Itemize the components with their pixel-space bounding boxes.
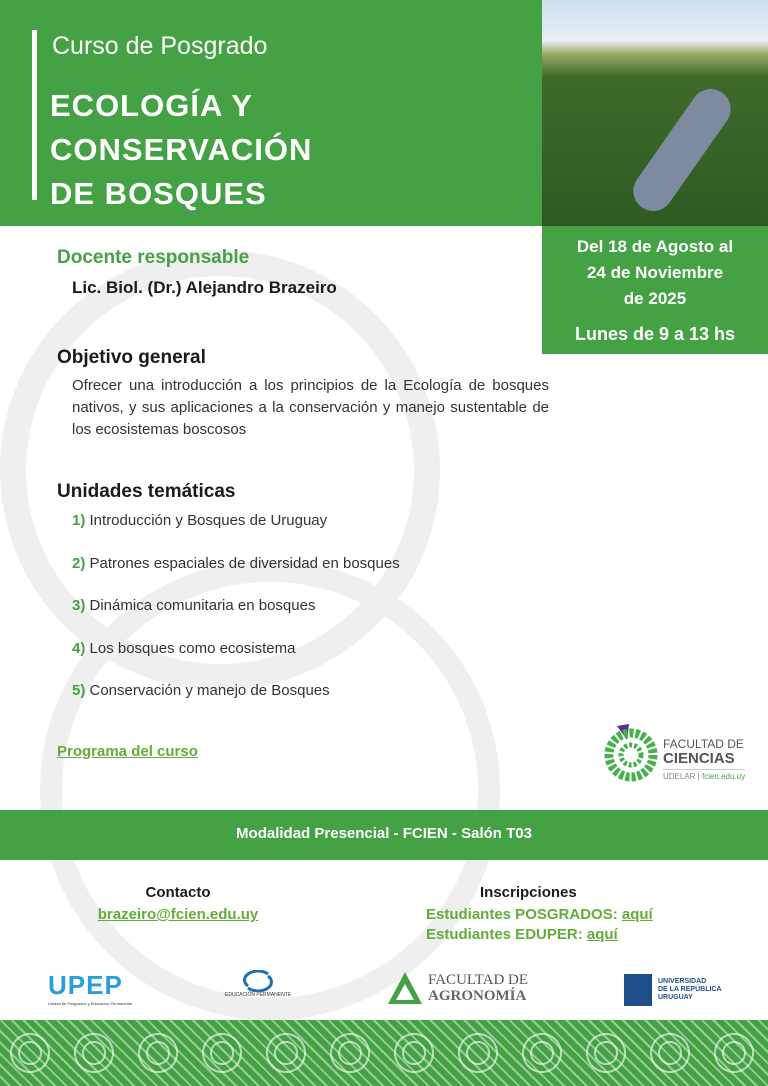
decorative-pattern xyxy=(0,1020,768,1086)
agro-line2: AGRONOMÍA xyxy=(428,988,527,1004)
eduper-link[interactable]: aquí xyxy=(586,926,618,943)
date-line: Del 18 de Agosto al xyxy=(576,237,734,256)
forest-river-photo xyxy=(542,0,768,226)
objective-text: Ofrecer una introducción a los principios de la Ecología de bosques nativos, y sus aplicaciones a la conservación y manejo sustentable de los ecosistemas boscosos xyxy=(72,377,549,438)
title-line: CONSERVACIÓN xyxy=(50,132,313,167)
upep-logo xyxy=(48,970,132,1006)
udelar-seal-icon xyxy=(624,974,652,1006)
unit-item: 3) Dinámica comunitaria en bosques xyxy=(72,597,316,614)
registration-row: Estudiantes POSGRADOS: aquí xyxy=(426,906,653,923)
unit-item: 4) Los bosques como ecosistema xyxy=(72,639,296,657)
posgrados-link[interactable]: aquí xyxy=(621,906,653,923)
unit-item: 5) Conservación y manejo de Bosques xyxy=(72,682,330,699)
course-type: Curso de Posgrado xyxy=(52,32,268,60)
objective-heading: Objetivo general xyxy=(57,347,206,368)
program-link[interactable]: Programa del curso xyxy=(57,743,198,760)
educacion-permanente-logo xyxy=(225,970,291,998)
date-line: de 2025 xyxy=(623,289,687,308)
registration-heading: Inscripciones xyxy=(480,884,577,901)
udelar-line: DE LA REPÚBLICA xyxy=(658,986,722,993)
fcien-footer: UDELAR | fcien.edu.uy xyxy=(663,769,745,781)
modality-band: Modalidad Presencial - FCIEN - Salón T03 xyxy=(0,810,768,860)
fcien-line1: FACULTAD DE xyxy=(663,737,744,751)
teacher-heading: Docente responsable xyxy=(57,247,250,268)
date-line: 24 de Noviembre xyxy=(586,263,724,282)
registration-section xyxy=(426,884,653,943)
registration-row: Estudiantes EDUPER: aquí xyxy=(426,926,618,943)
unit-item: 1) Introducción y Bosques de Uruguay xyxy=(72,512,328,529)
schedule: Lunes de 9 a 13 hs xyxy=(574,324,736,344)
teacher-name: Lic. Biol. (Dr.) Alejandro Brazeiro xyxy=(72,278,337,297)
agronomia-logo xyxy=(388,972,528,1004)
udelar-line: URUGUAY xyxy=(658,994,693,1001)
unit-item: 2) Patrones espaciales de diversidad en bosques xyxy=(72,554,400,572)
ep-swirl-icon xyxy=(238,970,278,992)
udelar-line: UNIVERSIDAD xyxy=(658,978,707,985)
units-list xyxy=(72,512,400,725)
contact-heading: Contacto xyxy=(145,884,211,901)
fcien-line2: CIENCIAS xyxy=(663,750,735,767)
dates-box xyxy=(542,226,768,354)
accent-bar xyxy=(32,30,37,200)
ammonite-icon xyxy=(603,722,659,784)
title-line: DE BOSQUES xyxy=(50,176,267,211)
udelar-logo xyxy=(624,974,722,1006)
header-banner xyxy=(0,0,542,226)
title-line: ECOLOGÍA Y xyxy=(50,88,253,123)
upep-subtitle: Unidad de Posgrados y Educación Permanente xyxy=(48,1001,133,1006)
fcien-logo xyxy=(603,722,753,784)
contact-email[interactable]: brazeiro@fcien.edu.uy xyxy=(97,906,259,923)
course-title xyxy=(50,84,312,216)
river xyxy=(625,81,738,219)
upep-text: UPEP xyxy=(48,970,123,1000)
units-heading: Unidades temáticas xyxy=(57,481,236,502)
agro-line1: FACULTAD DE xyxy=(428,972,529,988)
contact-section xyxy=(88,884,268,923)
agronomia-a-icon xyxy=(388,972,422,1004)
ep-text: EDUCACIÓN PERMANENTE xyxy=(225,992,292,998)
